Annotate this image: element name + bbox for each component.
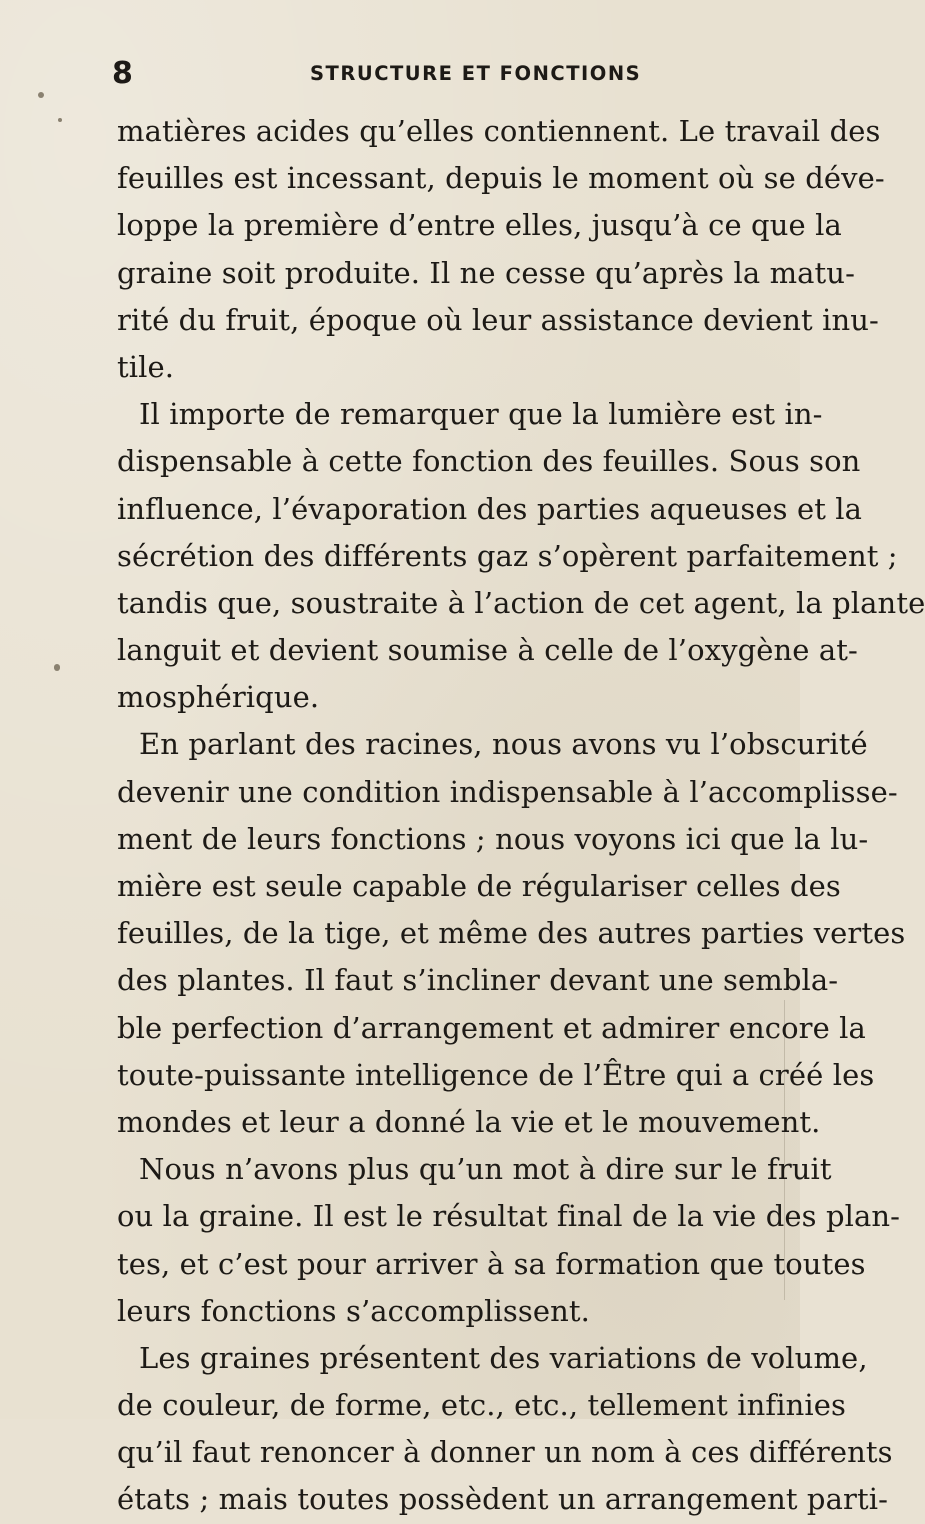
margin-speck xyxy=(38,92,44,98)
text-line: Il importe de remarquer que la lumière est in- xyxy=(139,397,823,432)
text-line: Nous n’avons plus qu’un mot à dire sur le fruit xyxy=(139,1152,832,1187)
text-line: mière est seule capable de régulariser celles des xyxy=(117,869,841,903)
page-header xyxy=(112,56,732,96)
text-line: états ; mais toutes possèdent un arrangement parti- xyxy=(117,1482,888,1517)
text-line: mondes et leur a donné la vie et le mouvement. xyxy=(117,1104,821,1139)
text-line: leurs fonctions s’accomplissent. xyxy=(117,1293,590,1328)
text-line: feuilles, de la tige, et même des autres parties vertes xyxy=(117,916,906,951)
text-line: sécrétion des différents gaz s’opèrent parfaitement ; xyxy=(117,538,898,573)
text-line: dispensable à cette fonction des feuilles. Sous son xyxy=(117,444,861,479)
margin-speck xyxy=(54,664,60,671)
text-line: loppe la première d’entre elles, jusqu’à ce que la xyxy=(117,208,842,243)
text-line: toute-puissante intelligence de l’Être qui a créé les xyxy=(117,1057,875,1092)
text-line: ble perfection d’arrangement et admirer encore la xyxy=(117,1010,866,1045)
text-line: rité du fruit, époque où leur assistance devient inu- xyxy=(117,302,879,337)
text-line: tandis que, soustraite à l’action de cet agent, la plante xyxy=(117,585,925,620)
body-text xyxy=(103,108,925,1524)
text-line: influence, l’évaporation des parties aqueuses et la xyxy=(117,491,863,526)
text-line: tile. xyxy=(117,349,175,384)
text-line: feuilles est incessant, depuis le moment où se déve- xyxy=(117,161,885,196)
text-line: En parlant des racines, nous avons vu l’obscurité xyxy=(139,727,868,762)
text-line: qu’il faut renoncer à donner un nom à ces différents xyxy=(117,1435,893,1470)
text-line: ou la graine. Il est le résultat final de la vie des plan- xyxy=(117,1199,901,1234)
margin-speck xyxy=(58,118,62,122)
text-line: tes, et c’est pour arriver à sa formation que toutes xyxy=(117,1246,866,1281)
text-line: Les graines présentent des variations de volume, xyxy=(139,1340,868,1375)
text-line: ment de leurs fonctions ; nous voyons ici que la lu- xyxy=(117,821,869,856)
text-line: de couleur, de forme, etc., etc., tellement infinies xyxy=(117,1388,846,1423)
text-line: devenir une condition indispensable à l’accomplisse- xyxy=(117,774,898,809)
running-title: STRUCTURE ET FONCTIONS xyxy=(310,62,642,85)
page-number: 8 xyxy=(112,56,133,91)
text-line: matières acides qu’elles contiennent. Le travail des xyxy=(117,114,881,148)
text-line: mosphérique. xyxy=(117,680,320,715)
text-line: languit et devient soumise à celle de l’oxygène at- xyxy=(117,633,858,668)
text-line: graine soit produite. Il ne cesse qu’après la matu- xyxy=(117,255,855,290)
text-line: des plantes. Il faut s’incliner devant une sembla- xyxy=(117,963,839,998)
